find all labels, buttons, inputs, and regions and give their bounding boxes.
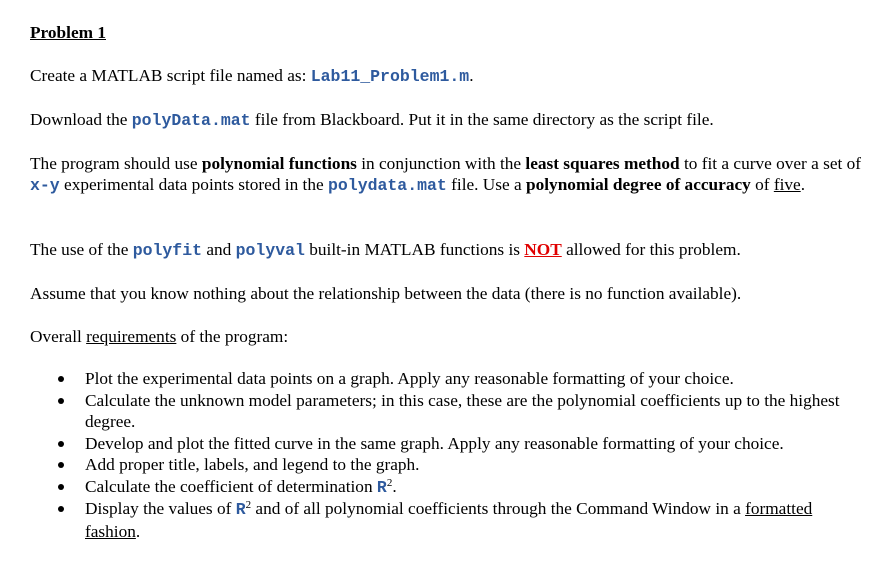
bullet-icon xyxy=(58,441,64,447)
p2-start: Download the xyxy=(30,110,132,129)
list-item-text: Calculate the coefficient of determination xyxy=(85,476,377,496)
bold-least-squares: least squares method xyxy=(525,154,680,173)
bold-polynomial-functions: polynomial functions xyxy=(201,154,357,173)
p3-h: . xyxy=(800,175,806,194)
list-item xyxy=(30,476,850,499)
p2-end: file from Blackboard. Put it in the same directory as the script file. xyxy=(250,110,714,129)
underline-requirements: requirements xyxy=(86,327,177,346)
list-item-end: . xyxy=(135,521,141,541)
data-filename: polyData.mat xyxy=(131,111,251,130)
p5-text: Assume that you know nothing about the relationship between the data (there is no function available). xyxy=(30,284,742,303)
list-item-text: Add proper title, labels, and legend to the graph. xyxy=(85,455,420,474)
bold-degree-of-accuracy: polynomial degree of accuracy xyxy=(526,175,751,194)
p1-text: Create a MATLAB script file named as: xyxy=(30,66,311,85)
bullet-icon xyxy=(58,484,64,490)
p4-d: allowed for this problem. xyxy=(561,240,741,259)
code-r: R xyxy=(376,477,387,497)
underline-formatted-fashion: formatted fashion xyxy=(85,499,813,541)
list-item xyxy=(30,390,850,433)
p1-end: . xyxy=(469,66,474,85)
bullet-icon xyxy=(58,462,64,468)
p4-c: built-in MATLAB functions is xyxy=(304,240,525,259)
code-polyfit: polyfit xyxy=(132,241,203,260)
list-item-text: Plot the experimental data points on a graph. Apply any reasonable formatting of your choice. xyxy=(85,369,734,388)
bullet-icon xyxy=(58,506,64,512)
p6-b: of the program: xyxy=(176,327,289,346)
list-item xyxy=(30,498,850,542)
p3-e: experimental data points stored in the xyxy=(59,175,328,194)
problem-heading xyxy=(30,22,106,44)
superscript-2: 2 xyxy=(245,499,252,511)
code-polyval: polyval xyxy=(235,241,305,260)
paragraph-download xyxy=(30,109,714,132)
p3-f: file. Use a xyxy=(446,175,526,194)
underline-five: five xyxy=(773,175,801,194)
list-item-text: Calculate the unknown model parameters; in this case, these are the polynomial coefficients up to the highest degree. xyxy=(85,390,840,431)
list-item xyxy=(30,433,850,455)
p3-d: to fit a curve over a set of xyxy=(679,154,862,173)
paragraph-program-description xyxy=(30,153,870,196)
script-filename: Lab11_Problem1.m xyxy=(310,67,470,86)
bullet-icon xyxy=(58,398,64,404)
code-xy: x-y xyxy=(30,176,60,195)
p4-b: and xyxy=(202,240,236,259)
p3-c: in conjunction with the xyxy=(356,154,526,173)
p3-a: The program should use xyxy=(30,154,202,173)
bullet-icon xyxy=(58,376,64,382)
list-item-end: . xyxy=(392,476,397,496)
superscript-2: 2 xyxy=(386,476,393,489)
requirements-list xyxy=(30,368,850,542)
heading-text: Problem 1 xyxy=(30,23,106,42)
paragraph-requirements-intro xyxy=(30,326,288,348)
code-r: R xyxy=(235,500,246,519)
list-item-text-cont: and of all polynomial coefficients through the Command Window in a xyxy=(251,499,746,518)
paragraph-assumption xyxy=(30,283,741,305)
code-polydata: polydata.mat xyxy=(327,176,447,195)
not-emphasis: NOT xyxy=(524,240,562,259)
p3-g: of xyxy=(750,175,774,194)
p4-a: The use of the xyxy=(30,240,133,259)
list-item xyxy=(30,368,850,390)
list-item xyxy=(30,454,850,476)
list-item-text: Display the values of xyxy=(85,499,236,518)
paragraph-create-script xyxy=(30,65,474,88)
paragraph-restriction xyxy=(30,239,741,262)
list-item-text: Develop and plot the fitted curve in the same graph. Apply any reasonable formatting of your choice. xyxy=(85,433,784,453)
p6-a: Overall xyxy=(30,327,87,346)
